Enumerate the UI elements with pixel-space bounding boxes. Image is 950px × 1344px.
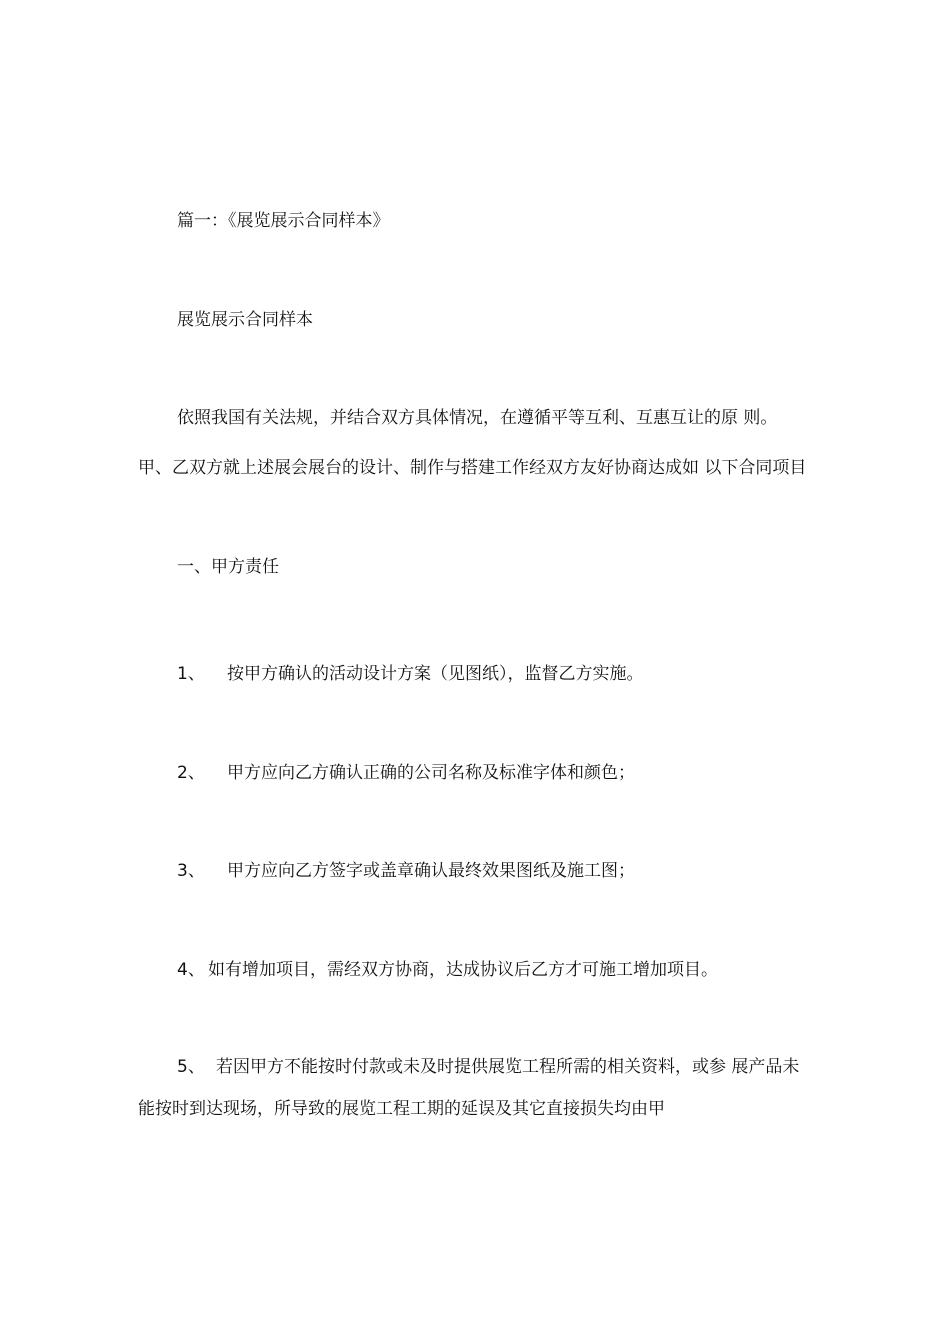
list-item-text: 甲方应向乙方确认正确的公司名称及标准字体和颜色； <box>227 763 635 783</box>
list-item-continuation: 能按时到达现场，所导致的展览工程工期的延误及其它直接损失均由甲 <box>138 1099 665 1119</box>
list-item <box>177 859 635 883</box>
list-item-text: 按甲方确认的活动设计方案（见图纸），监督乙方实施。 <box>227 664 644 684</box>
list-item-number: 1、 <box>177 664 205 684</box>
list-item-number: 2、 <box>177 763 205 783</box>
list-item-number: 5、 <box>177 1057 205 1077</box>
list-item <box>177 761 635 785</box>
list-item <box>177 1055 799 1079</box>
list-item <box>177 958 718 982</box>
list-item-number: 3、 <box>177 861 205 881</box>
section-title: 一、甲方责任 <box>177 557 279 577</box>
list-item-number: 4、 <box>177 960 205 980</box>
document-heading: 篇一：《展览展示合同样本》 <box>177 211 390 231</box>
document-title: 展览展示合同样本 <box>177 310 313 330</box>
intro-paragraph-line-2: 甲、乙双方就上述展会展台的设计、制作与搭建工作经双方友好协商达成如 以下合同项目 <box>138 458 807 478</box>
list-item-text: 甲方应向乙方签字或盖章确认最终效果图纸及施工图； <box>227 861 635 881</box>
list-item-text: 如有增加项目，需经双方协商，达成协议后乙方才可施工增加项目。 <box>208 960 718 980</box>
intro-paragraph-line-1: 依照我国有关法规，并结合双方具体情况，在遵循平等互利、互惠互让的原 则。 <box>177 408 778 428</box>
list-item-text: 若因甲方不能按时付款或未及时提供展览工程所需的相关资料，或参 展产品未 <box>216 1057 800 1077</box>
list-item <box>177 662 644 686</box>
